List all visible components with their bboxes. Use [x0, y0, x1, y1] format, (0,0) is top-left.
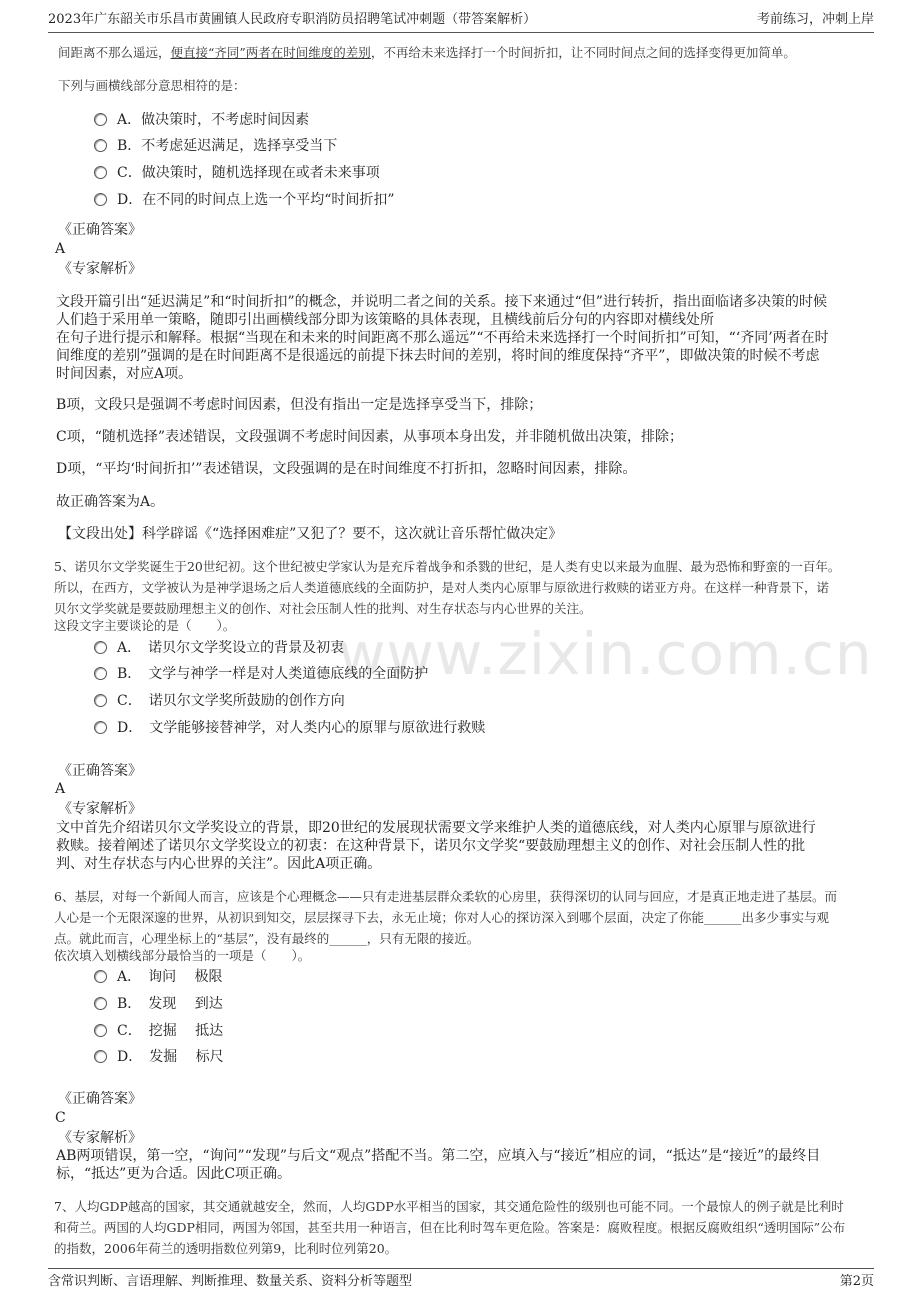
radio-icon[interactable]: [94, 1050, 107, 1063]
q5-analysis: 文中首先介绍诺贝尔文学奖设立的背景，即20世纪的发展现状需要文学来维护人类的道德底线，对人类内心原罪与原欲进行 救赎。接着阐述了诺贝尔文学奖设立的初衷：在这种背景下，诺贝尔文学奖“要鼓励理想主义的创作、对社会压制人性的批 判、对生存状态与内心世界的关注”。因此A项正确。: [56, 820, 816, 872]
q6-option-b[interactable]: B． 发现 到达: [94, 994, 223, 1014]
radio-icon[interactable]: [94, 997, 107, 1010]
q4-analysis-paragraph: [56, 293, 868, 383]
q4-passage-text: 间距离不那么遥远，: [58, 45, 171, 60]
radio-icon[interactable]: [94, 970, 107, 983]
q6-analysis-label: 《专家解析》: [58, 1130, 142, 1146]
q4-analysis-label: 《专家解析》: [58, 261, 142, 277]
radio-icon[interactable]: [94, 1024, 107, 1037]
radio-icon[interactable]: [94, 694, 107, 707]
q6-passage: 6、基层，对每一个新闻人而言，应该是个心理概念——只有走进基层群众柔软的心房里，获得深切的认同与回应，才是真正地走进了基层。而 人心是一个无限深邃的世界，从初识到知交，层层探寻下去，永无止境；你对人心的探访深入到哪个层面，决定了你能______出多少事实与观 点。就此而言，心理坐标上的“基层”，没有最终的______，只有无限的接近。: [54, 889, 837, 946]
q6-question: 依次填入划横线部分最恰当的一项是（ ）。: [54, 948, 311, 963]
page-footer: [48, 1268, 874, 1291]
q6-option-c[interactable]: C． 挖掘 抵达: [94, 1021, 223, 1041]
q4-source: 【文段出处】科学辟谣《“选择困难症”又犯了？要不，这次就让音乐帮忙做决定》: [58, 526, 563, 542]
q4-answer: A: [55, 241, 66, 257]
q6-analysis: AB两项错误，第一空，“询问”“发现”与后文“观点”搭配不当。第二空，应填入与“接近”相应的词，“抵达”是“接近”的最终目 标，“抵达”更为合适。因此C项正确。: [56, 1148, 821, 1182]
q4-answer-label: 《正确答案》: [58, 222, 142, 238]
q5-analysis-label: 《专家解析》: [58, 801, 142, 817]
q4-option-d[interactable]: D．在不同的时间点上选一个平均“时间折扣”: [94, 190, 395, 210]
q4-passage-text-2: ，不再给未来选择打一个时间折扣，让不同时间点之间的选择变得更加简单。: [370, 45, 796, 60]
q5-passage: 5、诺贝尔文学奖诞生于20世纪初。这个世纪被史学家认为是充斥着战争和杀戮的世纪，是人类有史以来最为血腥、最为恐怖和野蛮的一百年。 所以，在西方，文学被认为是神学退场之后人类道德底线的全面防护，是对人类内心原罪与原欲进行救赎的诺亚方舟。在这样一种背景下，诺 贝尔文学奖就是要鼓励理想主义的创作、对社会压制人性的批判、对生存状态与内心世界的关注。: [54, 559, 841, 616]
document-title: 2023年广东韶关市乐昌市黄圃镇人民政府专职消防员招聘笔试冲刺题（带答案解析）: [48, 12, 537, 27]
page-header: [48, 10, 874, 33]
page-number: 第2页: [839, 1274, 874, 1289]
q4-analysis-b: B项，文段只是强调不考虑时间因素，但没有指出一定是选择享受当下，排除；: [56, 397, 543, 413]
q4-analysis-c: C项，“随机选择”表述错误，文段强调不考虑时间因素，从事项本身出发，并非随机做出决策，排除；: [56, 429, 684, 445]
q4-question: 下列与画横线部分意思相符的是：: [58, 78, 246, 93]
radio-icon[interactable]: [94, 113, 107, 126]
q4-passage-tail: [58, 42, 878, 63]
q6-option-a[interactable]: A． 询问 极限: [94, 967, 223, 987]
q7-passage: 7、人均GDP越高的国家，其交通就越安全，然而，人均GDP水平相当的国家，其交通危险性的级别也可能不同。一个最惊人的例子就是比利时 和荷兰。两国的人均GDP相同，两国为邻国，甚至共用一种语言，但在比利时驾车更危险。答案是：腐败程度。根据反腐败组织“透明国际”公布 的指数，2006年荷兰的透明指数位列第9，比利时位列第20。: [54, 1199, 846, 1256]
footer-description: 含常识判断、言语理解、判断推理、数量关系、资料分析等题型: [48, 1274, 413, 1289]
q4-option-c[interactable]: C．做决策时，随机选择现在或者未来事项: [94, 163, 380, 183]
radio-icon[interactable]: [94, 721, 107, 734]
watermark-text: www.zixin.com.cn: [338, 620, 873, 688]
analysis-line: 时间因素，对应A项。: [56, 366, 193, 382]
analysis-line: 文段开篇引出“延迟满足”和“时间折扣”的概念，并说明二者之间的关系。接下来通过“但”进行转折，指出面临诸多决策的时候: [56, 294, 827, 310]
q6-answer: C: [55, 1110, 66, 1126]
radio-icon[interactable]: [94, 667, 107, 680]
q5-answer-label: 《正确答案》: [58, 763, 142, 779]
analysis-line: 间维度的差别”强调的是在时间距离不是很遥远的前提下抹去时间的差别，将时间的维度保持“齐平”，即做决策的时候不考虑: [56, 348, 820, 364]
q4-analysis-d: D项，“平均‘时间折扣’”表述错误，文段强调的是在时间维度不打折扣，忽略时间因素，排除。: [56, 461, 637, 477]
q6-option-d[interactable]: D． 发掘 标尺: [94, 1047, 224, 1067]
q5-answer: A: [55, 781, 66, 797]
header-slogan: 考前练习，冲刺上岸: [756, 12, 874, 27]
q5-option-c[interactable]: C． 诺贝尔文学奖所鼓励的创作方向: [94, 691, 345, 711]
q5-option-b[interactable]: B． 文学与神学一样是对人类道德底线的全面防护: [94, 664, 428, 684]
analysis-line: 人们趋于采用单一策略，随即引出画横线部分即为该策略的具体表现，且横线前后分句的内容即对横线处所: [56, 312, 714, 328]
radio-icon[interactable]: [94, 193, 107, 206]
radio-icon[interactable]: [94, 139, 107, 152]
q5-question: 这段文字主要谈论的是（ ）。: [54, 618, 236, 633]
analysis-line: 在句子进行提示和解释。根据“当现在和未来的时间距离不那么遥远”“不再给未来选择打一个时间折扣”可知，“‘齐同’两者在时: [56, 330, 829, 346]
q4-conclusion: 故正确答案为A。: [56, 494, 165, 510]
q4-option-a[interactable]: A．做决策时，不考虑时间因素: [94, 110, 309, 130]
q6-answer-label: 《正确答案》: [58, 1091, 142, 1107]
q5-option-a[interactable]: A． 诺贝尔文学奖设立的背景及初衷: [94, 638, 344, 658]
radio-icon[interactable]: [94, 166, 107, 179]
q4-underlined-phrase: 便直接“齐同”两者在时间维度的差别: [170, 45, 371, 60]
q4-option-b[interactable]: B．不考虑延迟满足，选择享受当下: [94, 136, 337, 156]
q5-option-d[interactable]: D． 文学能够接替神学，对人类内心的原罪与原欲进行救赎: [94, 718, 485, 738]
radio-icon[interactable]: [94, 641, 107, 654]
